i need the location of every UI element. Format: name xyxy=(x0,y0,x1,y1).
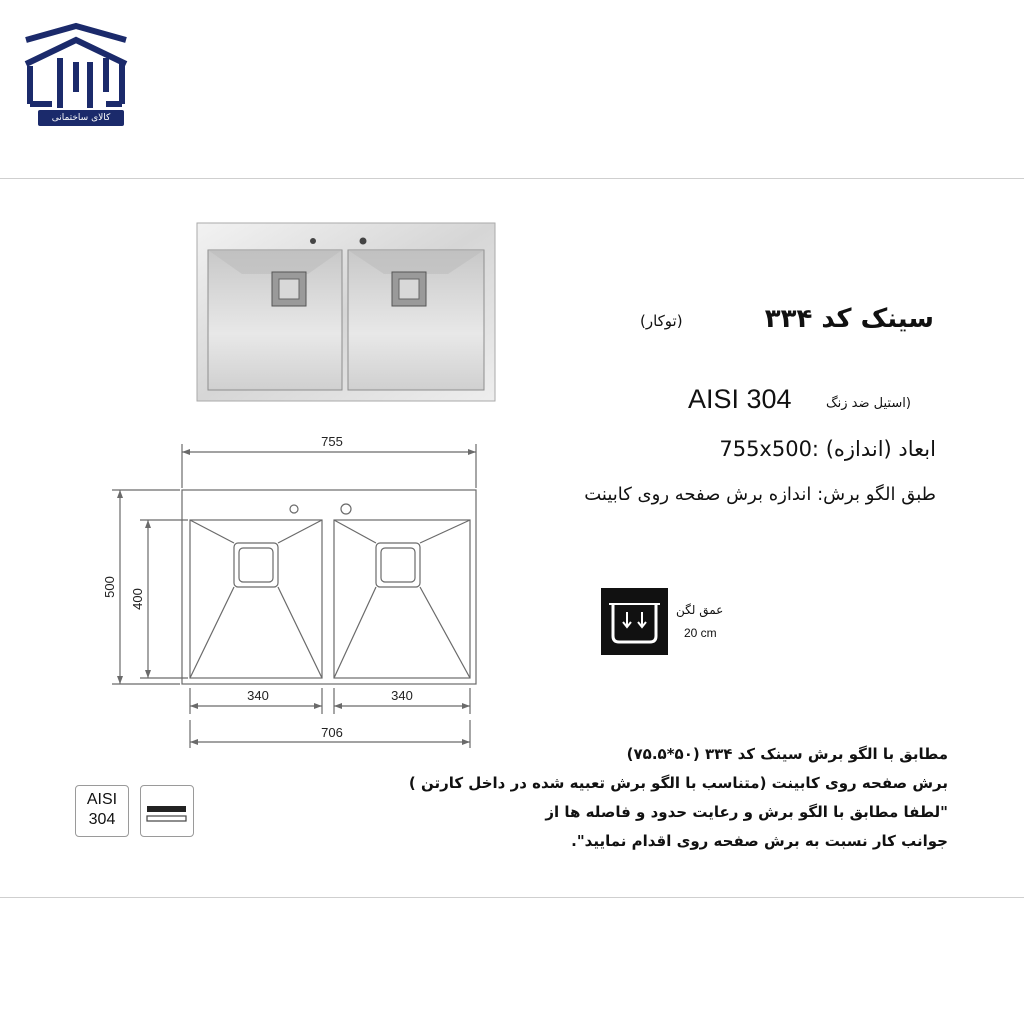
thickness-layers-icon xyxy=(141,786,192,835)
logo-tagline: کالای ساختمانی xyxy=(38,110,124,126)
cutting-instructions xyxy=(408,740,948,856)
dim-bowl-width-left: 340 xyxy=(247,688,269,703)
instructions-line-1: مطابق با الگو برش سینک کد ۳۳۴ (۵۰*۷۵.۵) xyxy=(626,745,948,763)
dim-bowl-width-right: 340 xyxy=(391,688,413,703)
cutting-pattern-note: طبق الگو برش: اندازه برش صفحه روی کابینت xyxy=(584,484,936,505)
dim-overall-height: 500 xyxy=(102,576,117,598)
dim-cut-width: 706 xyxy=(321,725,343,740)
aisi-badge-line-1: AISI xyxy=(86,791,118,808)
sheet-thickness-icon xyxy=(140,785,194,837)
instructions-line-4: جوانب کار نسبت به برش صفحه روی اقدام نمایید". xyxy=(571,832,948,850)
instructions-line-3: "لطفا مطابق با الگو برش و رعایت حدود و فاصله ها از xyxy=(545,803,948,821)
depth-value: 20 cm xyxy=(684,626,717,640)
dim-overall-width: 755 xyxy=(321,434,343,449)
aisi-304-badge xyxy=(75,785,129,837)
material-code: AISI 304 xyxy=(688,384,792,414)
depth-label: عمق لگن xyxy=(676,603,724,617)
product-title: سینک کد ۳۳۴ xyxy=(764,304,934,334)
instructions-line-2: برش صفحه روی کابینت (متناسب با الگو برش تعبیه شده در داخل کارتن ) xyxy=(408,774,948,792)
bottom-divider xyxy=(0,897,1024,898)
bowl-depth-icon xyxy=(601,588,668,655)
dim-bowl-height: 400 xyxy=(130,588,145,610)
technical-drawing xyxy=(96,430,486,750)
material-label: (استیل ضد زنگ xyxy=(826,396,911,411)
top-divider xyxy=(0,178,1024,179)
aisi-badge-line-2: 304 xyxy=(88,811,116,828)
dimensions-text: 755x500: ابعاد (اندازه) xyxy=(719,437,936,461)
product-subtitle: (توکار) xyxy=(640,312,683,330)
product-photo xyxy=(196,222,496,402)
